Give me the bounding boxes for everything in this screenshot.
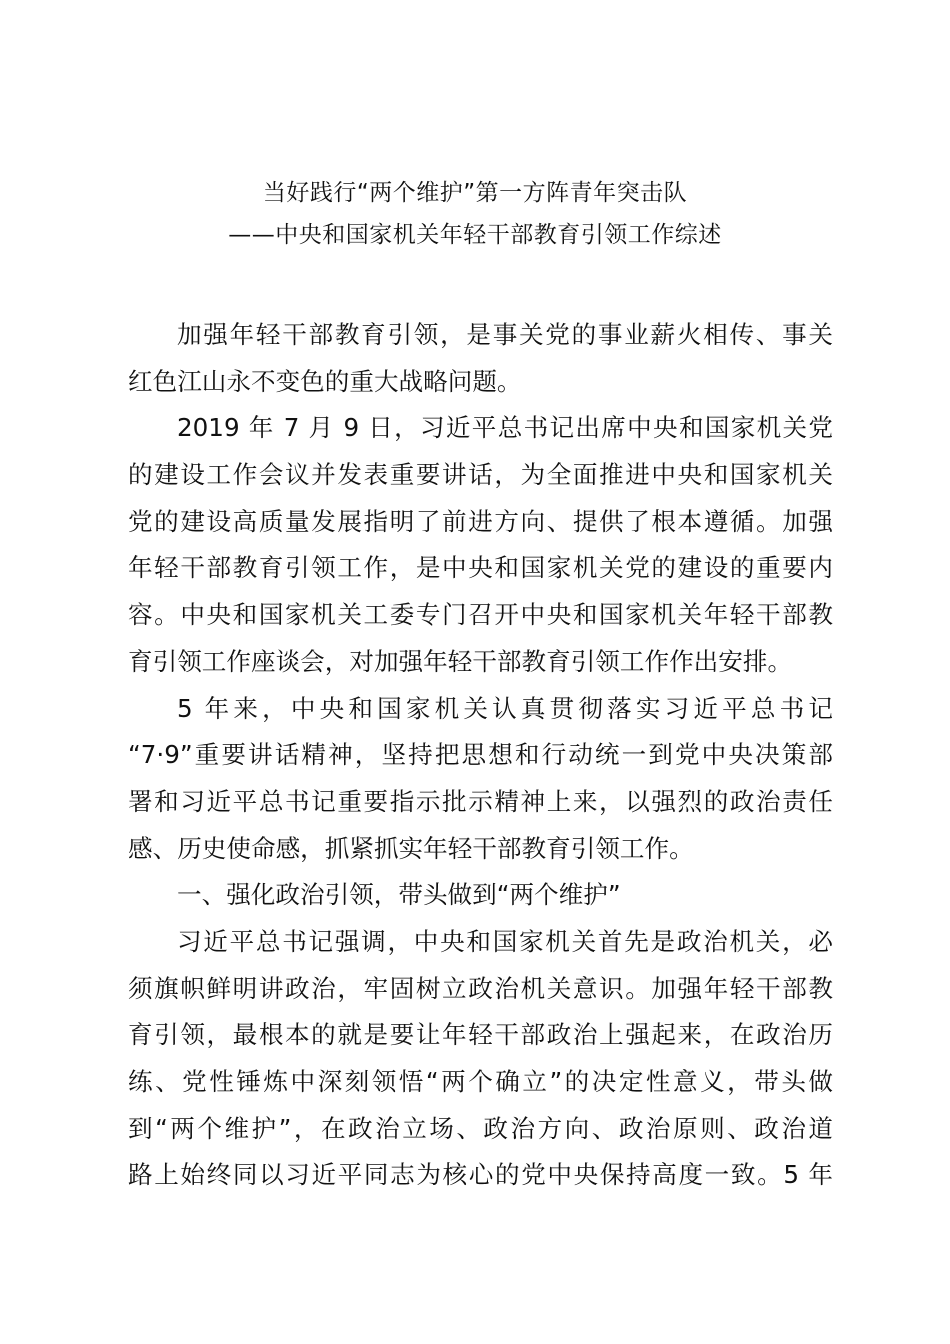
- document-subtitle: ——中央和国家机关年轻干部教育引领工作综述: [228, 222, 722, 248]
- paragraph-line: 路上始终同以习近平同志为核心的党中央保持高度一致。5 年: [128, 1160, 833, 1190]
- paragraph-line: 2019 年 7 月 9 日，习近平总书记出席中央和国家机关党: [177, 413, 833, 443]
- document-title: 当好践行“两个维护”第一方阵青年突击队: [262, 180, 688, 206]
- paragraph-line: 党的建设高质量发展指明了前进方向、提供了根本遵循。加强: [128, 506, 833, 536]
- paragraph-line: 习近平总书记强调，中央和国家机关首先是政治机关，必: [177, 926, 833, 956]
- paragraph-line: 到“两个维护”，在政治立场、政治方向、政治原则、政治道: [128, 1113, 833, 1143]
- paragraph-line: 育引领，最根本的就是要让年轻干部政治上强起来，在政治历: [128, 1020, 833, 1050]
- paragraph-line: 加强年轻干部教育引领，是事关党的事业薪火相传、事关: [177, 320, 833, 349]
- paragraph-line: 的建设工作会议并发表重要讲话，为全面推进中央和国家机关: [128, 460, 833, 490]
- paragraph-line: 署和习近平总书记重要指示批示精神上来，以强烈的政治责任: [128, 786, 833, 816]
- paragraph-line: 育引领工作座谈会，对加强年轻干部教育引领工作作出安排。: [128, 646, 793, 676]
- paragraph-line: 年轻干部教育引领工作，是中央和国家机关党的建设的重要内: [128, 553, 833, 583]
- section-heading: 一、强化政治引领，带头做到“两个维护”: [177, 880, 621, 910]
- title-block: [0, 172, 950, 256]
- paragraph-line: 容。中央和国家机关工委专门召开中央和国家机关年轻干部教: [128, 600, 833, 630]
- paragraph-line: 须旗帜鲜明讲政治，牢固树立政治机关意识。加强年轻干部教: [128, 973, 833, 1003]
- document-body: [128, 312, 833, 1199]
- paragraph-line: 练、党性锤炼中深刻领悟“两个确立”的决定性意义，带头做: [128, 1067, 833, 1096]
- paragraph-line: 感、历史使命感，抓紧抓实年轻干部教育引领工作。: [128, 833, 694, 863]
- paragraph-line: “7·9”重要讲话精神，坚持把思想和行动统一到党中央决策部: [128, 740, 833, 770]
- paragraph-line: 红色江山永不变色的重大战略问题。: [128, 366, 522, 396]
- paragraph-line: 5 年来，中央和国家机关认真贯彻落实习近平总书记: [177, 693, 833, 723]
